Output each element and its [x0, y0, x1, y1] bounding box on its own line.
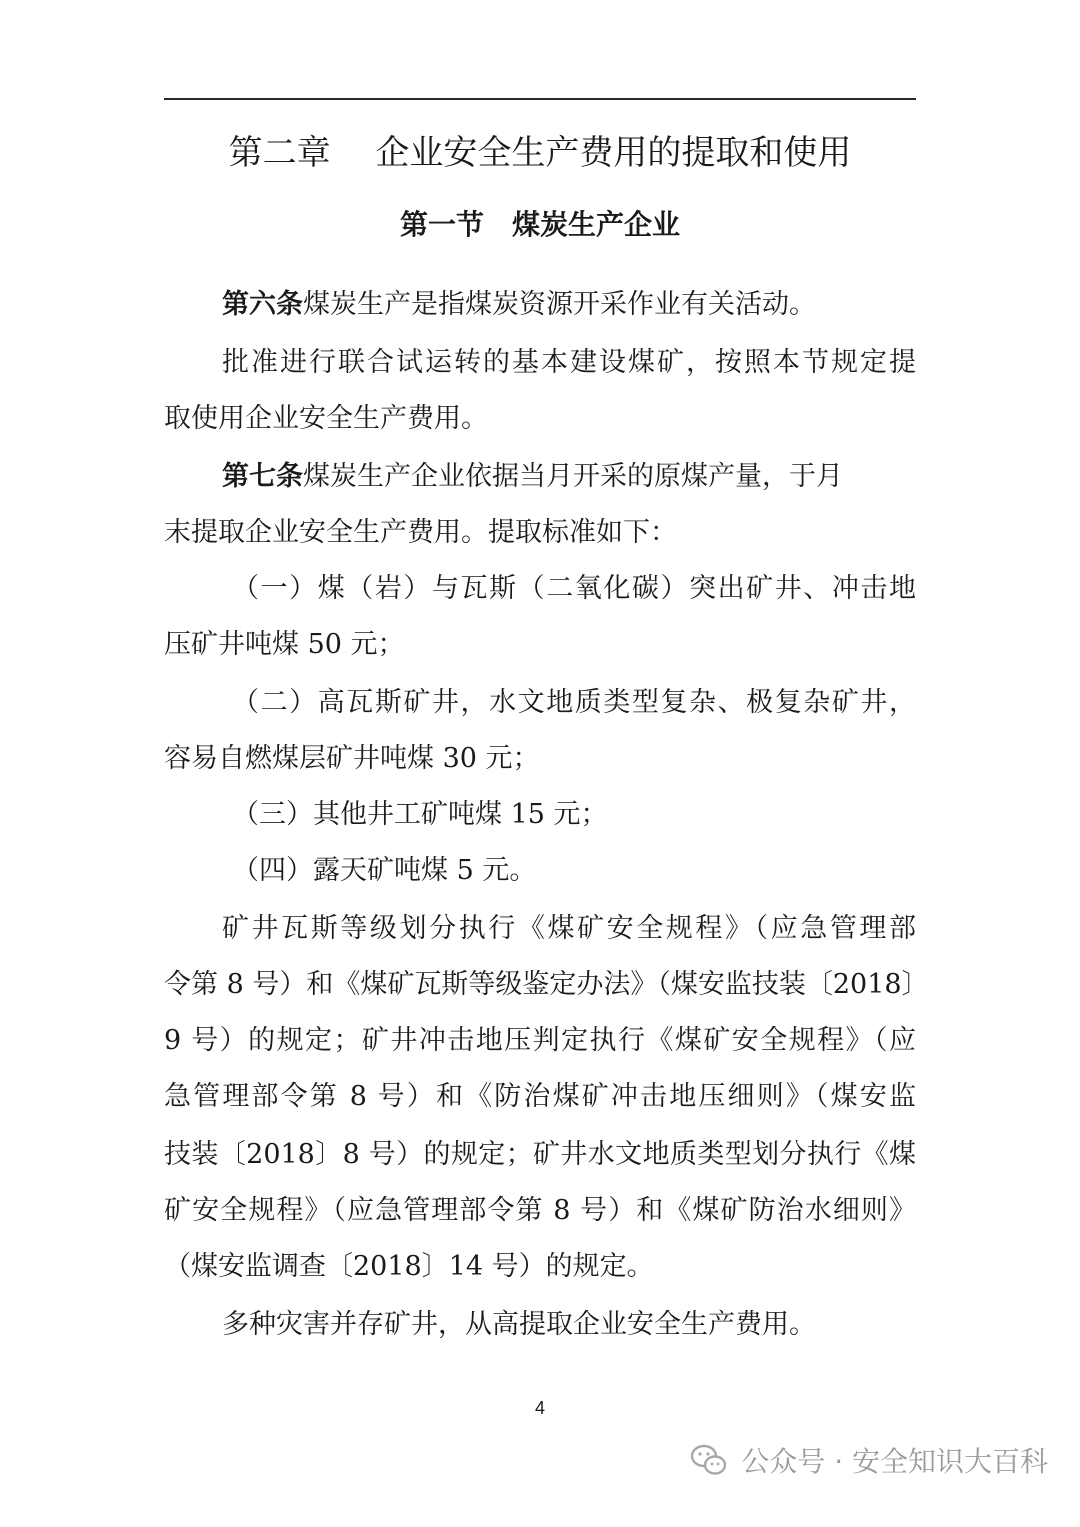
- paragraph-3-line-3-text: 9 号）的规定；矿井冲击地压判定执行《煤矿安全规程》（应: [164, 1025, 916, 1056]
- section-title: 第一节 煤炭生产企业: [399, 208, 680, 241]
- paragraph-4: 多种灾害并存矿井，从高提取企业安全生产费用。: [222, 1309, 816, 1340]
- paragraph-3-line-2: [164, 960, 929, 1010]
- item-2-line-1-text: （二）高瓦斯矿井，水文地质类型复杂、极复杂矿井，: [232, 687, 916, 718]
- article-7-line-2: 末提取企业安全生产费用。提取标准如下：: [164, 517, 677, 548]
- article-6: [222, 280, 916, 330]
- item-3: （三）其他井工矿吨煤 15 元；: [232, 799, 608, 830]
- article-7-text: 煤炭生产企业依据当月开采的原煤产量，于月: [303, 461, 843, 492]
- paragraph-2-line-1-text: 批准进行联合试运转的基本建设煤矿，按照本节规定提: [222, 347, 916, 378]
- watermark-text: 公众号 · 安全知识大百科: [741, 1445, 1048, 1478]
- item-2-line-2: 容易自燃煤层矿井吨煤 30 元；: [164, 743, 540, 774]
- paragraph-2-line-1: [222, 338, 916, 388]
- paragraph-3-line-5-text: 技装〔2018〕8 号）的规定；矿井水文地质类型划分执行《煤: [164, 1139, 916, 1170]
- item-1-line-1-text: （一）煤（岩）与瓦斯（二氧化碳）突出矿井、冲击地: [232, 573, 916, 604]
- paragraph-3-line-1: [222, 904, 916, 954]
- item-1-line-2: 压矿井吨煤 50 元；: [164, 629, 405, 660]
- header-rule: [164, 98, 916, 100]
- paragraph-3-line-3: [164, 1016, 916, 1066]
- article-7-line-1: [222, 452, 916, 502]
- item-4: （四）露天矿吨煤 5 元。: [232, 855, 537, 886]
- paragraph-2-line-2: 取使用企业安全生产费用。: [164, 403, 488, 434]
- paragraph-3-line-6: [164, 1186, 916, 1236]
- paragraph-3-line-1-text: 矿井瓦斯等级划分执行《煤矿安全规程》（应急管理部: [222, 913, 916, 944]
- watermark: [689, 1436, 1048, 1484]
- article-7-label: 第七条: [222, 461, 303, 492]
- paragraph-3-line-7: （煤安监调查〔2018〕14 号）的规定。: [164, 1251, 654, 1282]
- paragraph-3-line-4: [164, 1072, 916, 1122]
- paragraph-3-line-4-text: 急管理部令第 8 号）和《防治煤矿冲击地压细则》（煤安监: [164, 1081, 916, 1112]
- paragraph-3-line-6-text: 矿安全规程》（应急管理部令第 8 号）和《煤矿防治水细则》: [164, 1195, 916, 1226]
- item-1-line-1: [232, 564, 916, 614]
- item-2-line-1: [232, 678, 916, 728]
- article-6-label: 第六条: [222, 289, 303, 320]
- article-6-text: 煤炭生产是指煤炭资源开采作业有关活动。: [303, 289, 816, 320]
- chapter-title: 第二章 企业安全生产费用的提取和使用: [228, 133, 852, 173]
- paragraph-3-line-5: [164, 1130, 916, 1180]
- wechat-icon: [689, 1440, 729, 1480]
- page-number: 4: [534, 1398, 545, 1418]
- paragraph-3-line-2-text: 令第 8 号）和《煤矿瓦斯等级鉴定办法》（煤安监技装〔2018〕: [164, 969, 929, 1000]
